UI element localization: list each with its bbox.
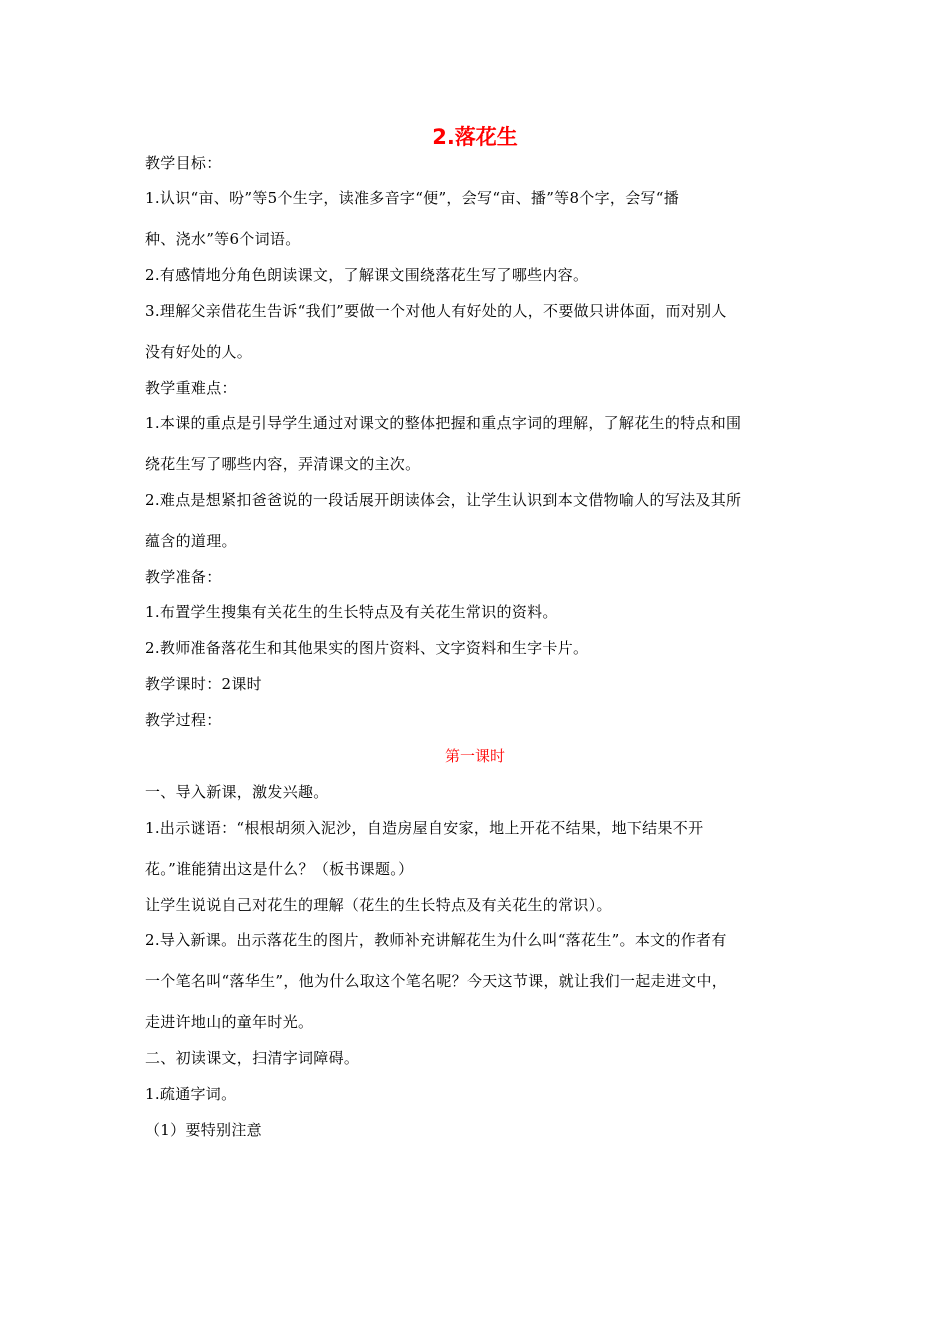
step-1-item-2-line-1: 2.导入新课。出示落花生的图片，教师补充讲解花生为什么叫“落花生”。本文的作者有 <box>145 931 727 949</box>
key-point-2-line-2: 蕴含的道理。 <box>145 532 237 550</box>
class-hours: 教学课时：2课时 <box>145 675 262 693</box>
objective-1-line-2: 种、浇水”等6个词语。 <box>145 230 301 248</box>
key-point-1-line-2: 绕花生写了哪些内容，弄清课文的主次。 <box>145 455 421 473</box>
step-1-heading: 一、导入新课，激发兴趣。 <box>145 783 329 801</box>
preparation-1: 1.布置学生搜集有关花生的生长特点及有关花生常识的资料。 <box>145 603 558 621</box>
objective-3-line-2: 没有好处的人。 <box>145 343 253 361</box>
key-point-2-line-1: 2.难点是想紧扣爸爸说的一段话展开朗读体会，让学生认识到本文借物喻人的写法及其所 <box>145 491 742 509</box>
step-2-item-1-sub-1: （1）要特别注意 <box>145 1121 262 1139</box>
section-heading-key-points: 教学重难点： <box>145 379 237 397</box>
step-1-item-1-line-1: 1.出示谜语：“根根胡须入泥沙，自造房屋自安家，地上开花不结果，地下结果不开 <box>145 819 704 837</box>
section-heading-process: 教学过程： <box>145 711 222 729</box>
section-heading-preparation: 教学准备： <box>145 568 222 586</box>
step-2-heading: 二、初读课文，扫清字词障碍。 <box>145 1049 360 1067</box>
objective-3-line-1: 3.理解父亲借花生告诉“我们”要做一个对他人有好处的人，不要做只讲体面，而对别人 <box>145 302 727 320</box>
lesson-heading: 第一课时 <box>444 747 505 765</box>
key-point-1-line-1: 1.本课的重点是引导学生通过对课文的整体把握和重点字词的理解，了解花生的特点和围 <box>145 414 742 432</box>
step-1-item-2-line-2: 一个笔名叫“落华生”，他为什么取这个笔名呢？今天这节课，就让我们一起走进文中， <box>145 972 728 990</box>
document-title: 2.落花生 <box>432 125 518 149</box>
step-2-item-1: 1.疏通字词。 <box>145 1085 237 1103</box>
objective-1-line-1: 1.认识“亩、吩”等5个生字，读准多音字“便”，会写“亩、播”等8个字，会写“播 <box>145 189 680 207</box>
step-1-item-1-line-3: 让学生说说自己对花生的理解（花生的生长特点及有关花生的常识）。 <box>145 896 612 914</box>
objective-2: 2.有感情地分角色朗读课文，了解课文围绕落花生写了哪些内容。 <box>145 266 589 284</box>
step-1-item-2-line-3: 走进许地山的童年时光。 <box>145 1013 314 1031</box>
preparation-2: 2.教师准备落花生和其他果实的图片资料、文字资料和生字卡片。 <box>145 639 589 657</box>
section-heading-objectives: 教学目标： <box>145 154 222 172</box>
step-1-item-1-line-2: 花。”谁能猜出这是什么？（板书课题。） <box>145 860 414 878</box>
